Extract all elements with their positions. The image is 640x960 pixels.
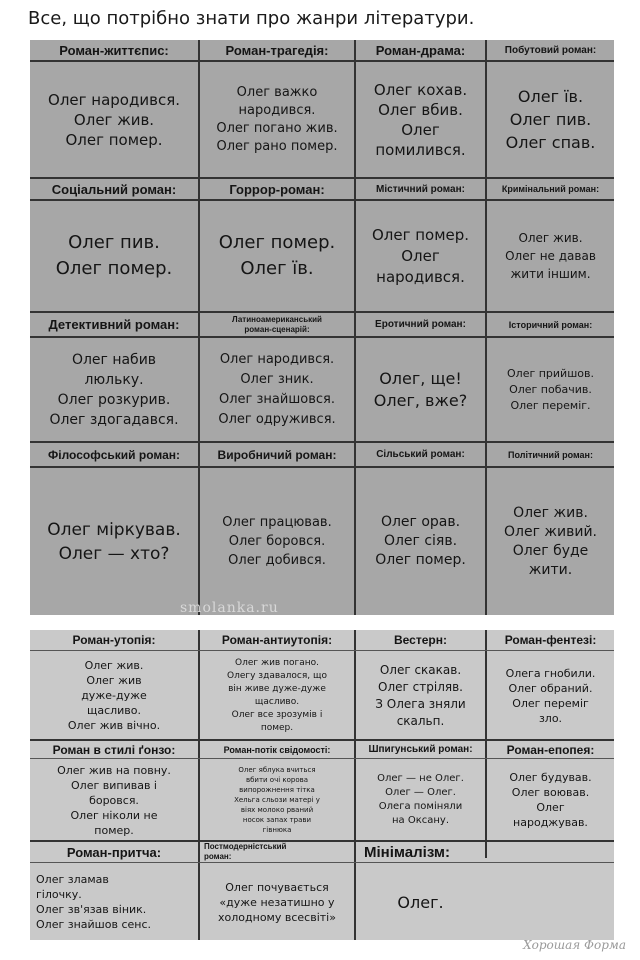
genre-header: Детективний роман: [48,317,180,332]
genre-description: Олег почувається «дуже незатишно у холодному всесвіті» [218,880,336,924]
genre-description: Олег — не Олег. Олег — Олег. Олега поміняли на Оксану. [377,773,464,826]
genre-description: Олег працював. Олег боровся. Олег добився. [222,515,332,568]
genre-header: Соціальний роман: [51,181,177,197]
genre-header: Вестерн: [394,633,447,647]
genre-header: Латиноамериканський роман-сценарій: [232,314,322,334]
genre-description: Олег прийшов. Олег побачив. Олег переміг. [507,366,594,412]
genre-header: Сільський роман: [376,449,465,460]
genre-description: Олег жив. Олег жив дуже-дуже щасливо. Олег жив вічно. [67,659,161,732]
row-divider [30,650,614,651]
genre-header: Історичний роман: [508,319,593,330]
genre-description: Олег важко народився. Олег погано жив. Олег рано помер. [216,84,338,154]
genre-header: Роман-життєпис: [59,42,169,58]
genre-description: Олег, ще! Олег, вже? [373,368,468,410]
genres-table-top [30,40,614,615]
page-title: Все, що потрібно знати про жанри літератури. [28,8,475,29]
genre-header: Роман-епопея: [506,742,595,757]
genre-header: Політичний роман: [508,449,593,460]
genre-description: Олег орав. Олег сіяв. Олег помер. [375,514,466,568]
genre-header: Роман-антиутопія: [221,633,333,647]
genre-header: Побутовий роман: [504,44,597,56]
signature: Хорошая Форма [523,938,626,952]
genre-description: Олег міркував. Олег — хто? [47,519,181,564]
genre-description: Олег будував. Олег воював. Олег народжував. [509,771,592,829]
genre-header: Роман-драма: [375,42,466,58]
genre-header: Виробничий роман: [217,447,337,462]
genre-header: Мінімалізм: [364,843,451,861]
genre-description: Олег жив на повну. Олег випивав і боровся. Олег ніколи не помер. [57,763,171,837]
genre-description: Олег. [397,892,444,912]
genre-header: Роман-притча: [66,844,162,860]
genre-header: Роман-утопія: [72,633,156,647]
genre-description: Олег помер. Олег народився. [371,225,470,286]
genre-header: Роман в стилі ґонзо: [52,742,176,757]
genre-description: Олег жив. Олег не давав жити іншим. [505,231,596,281]
genre-description: Олег народився. Олег зник. Олег знайшовся. Олег одружився. [218,351,336,427]
genre-description: Олег пив. Олег помер. [55,232,173,279]
row-divider [30,862,614,863]
row-divider [30,758,614,759]
genre-description: Олег народився. Олег жив. Олег помер. [48,90,180,149]
genre-description: Олег скакав. Олег стріляв. З Олега зняли скальп. [375,662,466,728]
genre-description: Олег жив. Олег живий. Олег буде жити. [504,504,597,578]
genre-header: Роман-потік свідомості: [223,744,331,755]
genre-description: Олег помер. Олег їв. [218,232,336,279]
genre-description: Олег набив люльку. Олег розкурив. Олег здогадався. [49,351,179,428]
genre-header: Роман-трагедія: [225,42,329,58]
genre-description: Олег кохав. Олег вбив. Олег помилився. [373,80,468,159]
genre-header: Роман-фентезі: [504,633,597,647]
genres-table-bottom [30,630,614,940]
genre-header: Шпигунський роман: [368,744,473,755]
genre-description: Олег яблука вчиться вбити очі корова випорожнення тітка Хельга сльози матері у віях молоко рваний носок запах трави гівнюка [234,766,320,834]
genre-header: Еротичний роман: [375,319,466,330]
genre-header: Горрор-роман: [229,181,325,197]
genre-header: Постмодерністський роман: [204,842,287,861]
genre-description: Олег їв. Олег пив. Олег спав. [505,87,596,152]
genre-description: Олег зламав гілочку. Олег зв'язав віник. Олег знайшов сенс. [36,873,151,931]
genre-description: Олега гнобили. Олег обраний. Олег переміг зло. [505,666,596,725]
genre-header: Містичний роман: [376,183,465,195]
genre-header: Філософський роман: [48,447,180,462]
watermark: smolanka.ru [180,600,279,616]
genre-header: Кримінальний роман: [501,184,600,194]
genre-description: Олег жив погано. Олегу здавалося, що він живе дуже-дуже щасливо. Олег все зрозумів і помер. [227,657,327,733]
